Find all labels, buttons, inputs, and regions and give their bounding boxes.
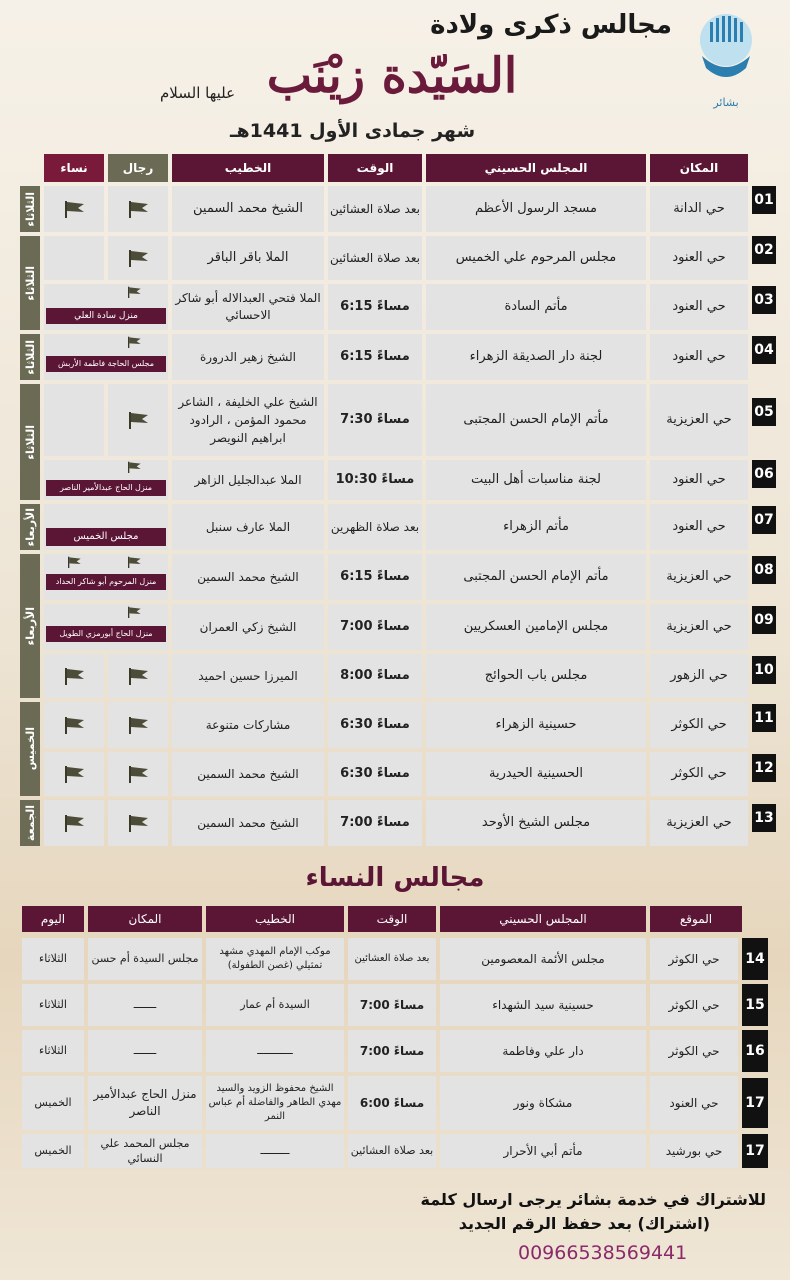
row-men-women-merged: [44, 504, 168, 550]
flag-icon: [126, 667, 150, 685]
day-band: الخميس: [20, 702, 40, 796]
flag-icon: [126, 461, 142, 473]
w-row-number: 14: [742, 938, 768, 980]
row-speaker: الملا عبدالجليل الزاهر: [172, 460, 324, 500]
subscribe-line1: للاشتراك في خدمة بشائر يرجى ارسال كلمة: [420, 1190, 766, 1209]
flag-icon: [126, 411, 150, 429]
w-row-time: بعد صلاة العشائين: [348, 1134, 436, 1168]
col-header-women: نساء: [44, 154, 104, 182]
row-majlis: حسينية الزهراء: [426, 702, 646, 748]
row-number: 04: [752, 336, 776, 364]
w-row-majlis: مأتم أبي الأحرار: [440, 1134, 646, 1168]
row-speaker: الشيخ محمد السمين: [172, 800, 324, 846]
row-majlis: مأتم الإمام الحسن المجتبى: [426, 384, 646, 456]
w-row-time: 7:00 مساءً: [348, 1030, 436, 1072]
w-row-time: بعد صلاة العشائين: [348, 938, 436, 980]
row-speaker: الملا فتحي العبدالاله أبو شاكر الاحسائي: [172, 284, 324, 330]
w-row-place: حي الكوثر: [650, 1030, 738, 1072]
flag-icon: [66, 556, 82, 568]
women-section-title: مجالس النساء: [305, 863, 485, 893]
row-speaker: الملا باقر الباقر: [172, 236, 324, 280]
w-row-place: حي الكوثر: [650, 984, 738, 1026]
row-place: حي العزيزية: [650, 554, 748, 600]
w-row-day: الثلاثاء: [22, 1030, 84, 1072]
row-time: 6:30 مساءً: [328, 702, 422, 748]
flag-icon: [62, 667, 86, 685]
w-row-day: الثلاثاء: [22, 984, 84, 1026]
flag-icon: [62, 814, 86, 832]
row-time: 8:00 مساءً: [328, 654, 422, 698]
row-men-women-merged: [44, 554, 168, 600]
w-row-number: 17: [742, 1134, 768, 1168]
flag-icon: [126, 249, 150, 267]
row-place: حي الكوثر: [650, 702, 748, 748]
row-place: حي العنود: [650, 504, 748, 550]
row-place: حي العنود: [650, 236, 748, 280]
row-number: 13: [752, 804, 776, 832]
row-number: 09: [752, 606, 776, 634]
logo: [690, 8, 762, 108]
w-row-day: الخميس: [22, 1134, 84, 1168]
day-band: الثلاثاء: [20, 384, 40, 500]
row-time: 6:15 مساءً: [328, 334, 422, 380]
w-col-header-place: الموقع: [650, 906, 742, 932]
row-place: حي الزهور: [650, 654, 748, 698]
women-venue-tag: مجلس الحاجة فاطمة الأربش: [46, 356, 166, 372]
row-speaker: الميرزا حسين احميد: [172, 654, 324, 698]
w-row-location: منزل الحاج عبدالأمير الناصر: [88, 1076, 202, 1130]
col-header-majlis: المجلس الحسيني: [426, 154, 646, 182]
row-speaker: مشاركات متنوعة: [172, 702, 324, 748]
row-number: 01: [752, 186, 776, 214]
row-time: 10:30 مساءً: [328, 460, 422, 500]
flag-icon: [126, 556, 142, 568]
row-speaker: الشيخ محمد السمين: [172, 186, 324, 232]
row-time: بعد صلاة العشائين: [328, 236, 422, 280]
w-row-number: 17: [742, 1078, 768, 1128]
row-number: 03: [752, 286, 776, 314]
w-row-time: 6:00 مساءً: [348, 1076, 436, 1130]
day-band: الجمعة: [20, 800, 40, 846]
row-number: 06: [752, 460, 776, 488]
flag-icon: [126, 336, 142, 348]
col-header-speaker: الخطيب: [172, 154, 324, 182]
row-time: 7:30 مساءً: [328, 384, 422, 456]
logo-text: بشائر: [713, 96, 739, 109]
w-row-majlis: دار علي وفاطمة: [440, 1030, 646, 1072]
row-women: [44, 186, 104, 232]
w-row-number: 15: [742, 984, 768, 1026]
title-line1: مجالس ذكرى ولادة: [430, 10, 672, 40]
row-place: حي العزيزية: [650, 384, 748, 456]
row-men-women-merged: [44, 604, 168, 650]
row-place: حي العزيزية: [650, 800, 748, 846]
row-majlis: مجلس الشيخ الأوحد: [426, 800, 646, 846]
flag-icon: [126, 814, 150, 832]
w-col-header-time: الوقت: [348, 906, 436, 932]
w-row-speaker: ـــــــــ: [206, 1134, 344, 1168]
row-speaker: الشيخ محمد السمين: [172, 554, 324, 600]
w-row-speaker: الشيخ محفوظ الزويد والسيد مهدي الطاهر والفاضلة أم عباس النمر: [206, 1076, 344, 1130]
col-header-time: الوقت: [328, 154, 422, 182]
row-number: 11: [752, 704, 776, 732]
w-row-time: 7:00 مساءً: [348, 984, 436, 1026]
row-time: بعد صلاة الظهرين: [328, 504, 422, 550]
flag-icon: [62, 765, 86, 783]
women-venue-tag: منزل الحاج عبدالأمير الناصر: [46, 480, 166, 496]
row-place: حي العنود: [650, 460, 748, 500]
w-row-location: ـــــــ: [88, 984, 202, 1026]
row-women: [44, 384, 104, 456]
row-men: [108, 236, 168, 280]
row-men: [108, 752, 168, 796]
flag-icon: [126, 765, 150, 783]
title-main: السَيّدة زيْنَب: [266, 48, 518, 104]
flag-icon: [62, 200, 86, 218]
row-majlis: لجنة مناسبات أهل البيت: [426, 460, 646, 500]
logo-icon: [690, 8, 762, 96]
row-men: [108, 654, 168, 698]
row-women: [44, 702, 104, 748]
month-label: شهر جمادى الأول 1441هـ: [230, 120, 476, 142]
w-row-speaker: ـــــــــــ: [206, 1030, 344, 1072]
w-row-location: ـــــــ: [88, 1030, 202, 1072]
subscribe-line2: (اشتراك) بعد حفظ الرقم الجديد: [458, 1214, 710, 1233]
flag-icon: [126, 200, 150, 218]
row-majlis: مجلس الإمامين العسكريين: [426, 604, 646, 650]
women-venue-tag: منزل المرحوم أبو شاكر الحداد: [46, 574, 166, 590]
row-majlis: مأتم السادة: [426, 284, 646, 330]
title-side: عليها السلام: [160, 84, 236, 102]
w-row-day: الثلاثاء: [22, 938, 84, 980]
row-men-women-merged: [44, 284, 168, 330]
row-time: بعد صلاة العشائين: [328, 186, 422, 232]
row-speaker: الشيخ محمد السمين: [172, 752, 324, 796]
row-men: [108, 384, 168, 456]
day-band: الأربعاء: [20, 504, 40, 550]
w-row-majlis: حسينية سيد الشهداء: [440, 984, 646, 1026]
row-number: 08: [752, 556, 776, 584]
row-time: 6:15 مساءً: [328, 284, 422, 330]
w-col-header-location: المكان: [88, 906, 202, 932]
w-row-speaker: موكب الإمام المهدي مشهد تمثيلي (غصن الطفولة): [206, 938, 344, 980]
w-row-number: 16: [742, 1030, 768, 1072]
row-majlis: مسجد الرسول الأعظم: [426, 186, 646, 232]
w-row-majlis: مشكاة ونور: [440, 1076, 646, 1130]
row-majlis: مأتم الإمام الحسن المجتبى: [426, 554, 646, 600]
row-men-women-merged: [44, 460, 168, 500]
w-col-header-day: اليوم: [22, 906, 84, 932]
day-band: الأربعاء: [20, 554, 40, 698]
col-header-place: المكان: [650, 154, 748, 182]
row-place: حي العزيزية: [650, 604, 748, 650]
day-band: الثلاثاء: [20, 236, 40, 330]
col-header-men: رجال: [108, 154, 168, 182]
w-row-majlis: مجلس الأئمة المعصومين: [440, 938, 646, 980]
flag-icon: [62, 716, 86, 734]
row-place: حي الكوثر: [650, 752, 748, 796]
women-venue-tag: منزل سادة العلي: [46, 308, 166, 324]
w-row-location: مجلس السيدة أم حسن: [88, 938, 202, 980]
w-col-header-majlis: المجلس الحسيني: [440, 906, 646, 932]
row-women: [44, 654, 104, 698]
w-col-header-speaker: الخطيب: [206, 906, 344, 932]
row-majlis: مجلس باب الحوائج: [426, 654, 646, 698]
row-women: [44, 236, 104, 280]
w-row-speaker: السيدة أم عمار: [206, 984, 344, 1026]
row-women: [44, 800, 104, 846]
phone-number[interactable]: 00966538569441: [518, 1242, 688, 1264]
row-majlis: لجنة دار الصديقة الزهراء: [426, 334, 646, 380]
women-venue-tag: منزل الحاج أبورمزي الطويل: [46, 626, 166, 642]
row-number: 12: [752, 754, 776, 782]
row-speaker: الملا عارف سنبل: [172, 504, 324, 550]
row-place: حي العنود: [650, 284, 748, 330]
w-row-location: مجلس المحمد علي النسائي: [88, 1134, 202, 1168]
row-number: 07: [752, 506, 776, 534]
day-band: الثلاثاء: [20, 334, 40, 380]
row-number: 10: [752, 656, 776, 684]
row-place: حي الدانة: [650, 186, 748, 232]
row-number: 02: [752, 236, 776, 264]
row-men-women-merged: [44, 334, 168, 380]
row-time: 7:00 مساءً: [328, 800, 422, 846]
w-row-place: حي بورشيد: [650, 1134, 738, 1168]
row-time: 6:30 مساءً: [328, 752, 422, 796]
row-majlis: الحسينية الحيدرية: [426, 752, 646, 796]
row-men: [108, 186, 168, 232]
flag-icon: [126, 606, 142, 618]
row-majlis: مجلس المرحوم علي الخميس: [426, 236, 646, 280]
row-majlis: مأتم الزهراء: [426, 504, 646, 550]
flag-icon: [126, 716, 150, 734]
flag-icon: [126, 286, 142, 298]
women-venue-tag: مجلس الخميس: [46, 528, 166, 546]
row-women: [44, 752, 104, 796]
row-place: حي العنود: [650, 334, 748, 380]
row-time: 7:00 مساءً: [328, 604, 422, 650]
row-men: [108, 800, 168, 846]
w-row-day: الخميس: [22, 1076, 84, 1130]
w-row-place: حي الكوثر: [650, 938, 738, 980]
row-speaker: الشيخ زكي العمران: [172, 604, 324, 650]
row-speaker: الشيخ زهير الدرورة: [172, 334, 324, 380]
day-band: الثلاثاء: [20, 186, 40, 232]
row-speaker: الشيخ علي الخليفة ، الشاعر محمود المؤمن ، الرادود ابراهيم النويصر: [172, 384, 324, 456]
row-number: 05: [752, 398, 776, 426]
w-row-place: حي العنود: [650, 1076, 738, 1130]
row-time: 6:15 مساءً: [328, 554, 422, 600]
row-men: [108, 702, 168, 748]
